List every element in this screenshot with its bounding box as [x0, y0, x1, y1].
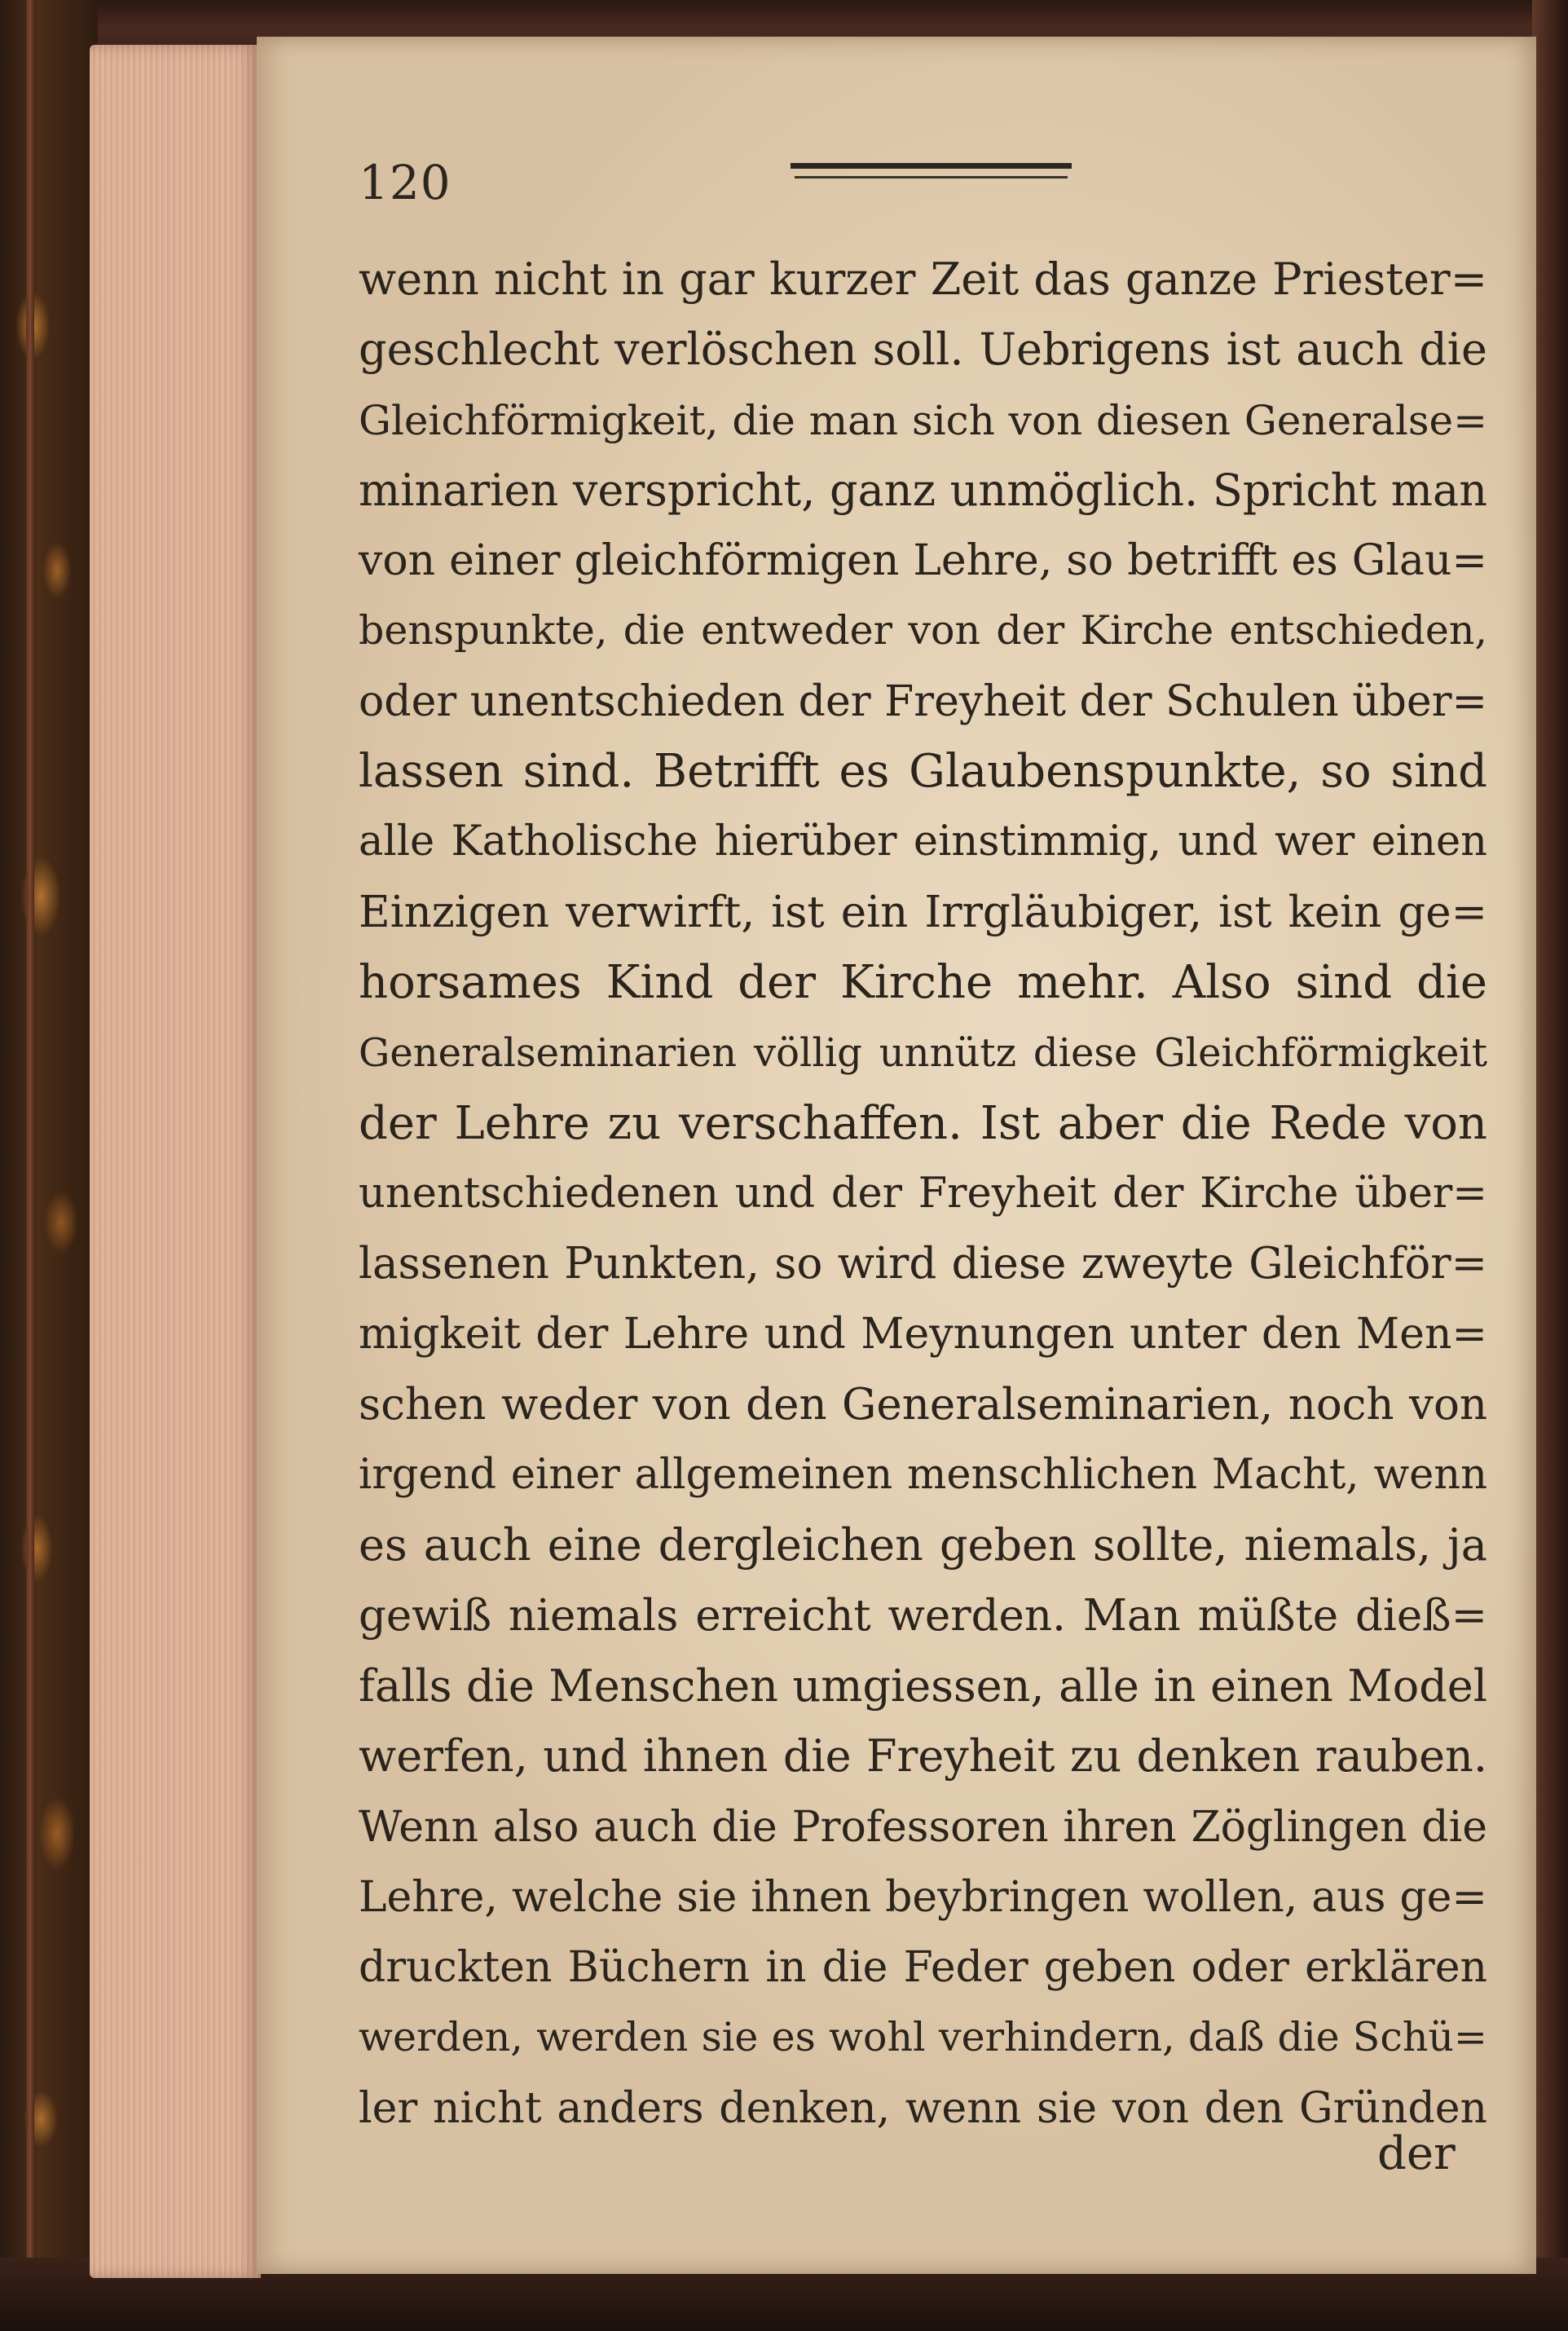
text-line: lassen sind. Betrifft es Glaubenspunkte, so sind	[359, 745, 1487, 799]
text-line: werden, werden sie es wohl verhindern, daß die Schü=	[359, 2014, 1487, 2061]
text-line: es auch eine dergleichen geben sollte, niemals, ja	[359, 1519, 1487, 1571]
text-line: falls die Menschen umgiessen, alle in einen Model	[359, 1659, 1487, 1712]
header-rule	[791, 163, 1072, 169]
catchword: der	[1377, 2127, 1456, 2180]
text-line: der Lehre zu verschaffen. Ist aber die Rede von	[359, 1096, 1487, 1150]
page-stack-edge	[90, 45, 261, 2278]
text-line: minarien verspricht, ganz unmöglich. Spricht man	[359, 464, 1487, 516]
header-rule-thin	[795, 176, 1068, 178]
text-line: Gleichförmigkeit, die man sich von diesen Generalse=	[359, 396, 1487, 444]
text-line: von einer gleichförmigen Lehre, so betrifft es Glau=	[359, 536, 1487, 586]
text-line: druckten Büchern in die Feder geben oder erklären	[359, 1943, 1487, 1993]
text-line: werfen, und ihnen die Freyheit zu denken rauben.	[359, 1730, 1487, 1782]
text-line: geschlecht verlöschen soll. Uebrigens ist auch die	[359, 324, 1487, 376]
book-cover-right	[1532, 0, 1568, 2331]
text-line: ler nicht anders denken, wenn sie von den Gründen	[359, 2083, 1487, 2133]
text-line: irgend einer allgemeinen menschlichen Macht, wenn	[359, 1451, 1487, 1500]
text-line: oder unentschieden der Freyheit der Schulen über=	[359, 676, 1488, 726]
text-line: schen weder von den Generalseminarien, noch von	[359, 1379, 1487, 1430]
book-cover-marbled	[0, 0, 98, 2331]
book-spine-edge	[26, 0, 34, 2331]
text-line: alle Katholische hierüber einstimmig, und wer einen	[359, 817, 1487, 866]
text-line: horsames Kind der Kirche mehr. Also sind die	[359, 955, 1487, 1009]
text-line: migkeit der Lehre und Meynungen unter den Men=	[359, 1310, 1487, 1359]
page-number: 120	[359, 155, 451, 210]
text-line: lassenen Punkten, so wird diese zweyte Gleichför=	[359, 1239, 1487, 1289]
text-line: gewiß niemals erreicht werden. Man müßte dieß=	[359, 1590, 1487, 1641]
page-body-text	[359, 245, 1487, 2144]
text-line: wenn nicht in gar kurzer Zeit das ganze Priester=	[359, 253, 1487, 305]
text-line: Lehre, welche sie ihnen beybringen wollen, aus ge=	[359, 1872, 1487, 1922]
text-line: Einzigen verwirft, ist ein Irrgläubiger, ist kein ge=	[359, 887, 1487, 937]
text-line: unentschiedenen und der Freyheit der Kirche über=	[359, 1169, 1487, 1218]
text-line: Generalseminarien völlig unnütz diese Gleichförmigkeit	[359, 1030, 1487, 1077]
text-line: benspunkte, die entweder von der Kirche entschieden,	[359, 607, 1487, 654]
text-line: Wenn also auch die Professoren ihren Zöglingen die	[359, 1802, 1487, 1852]
